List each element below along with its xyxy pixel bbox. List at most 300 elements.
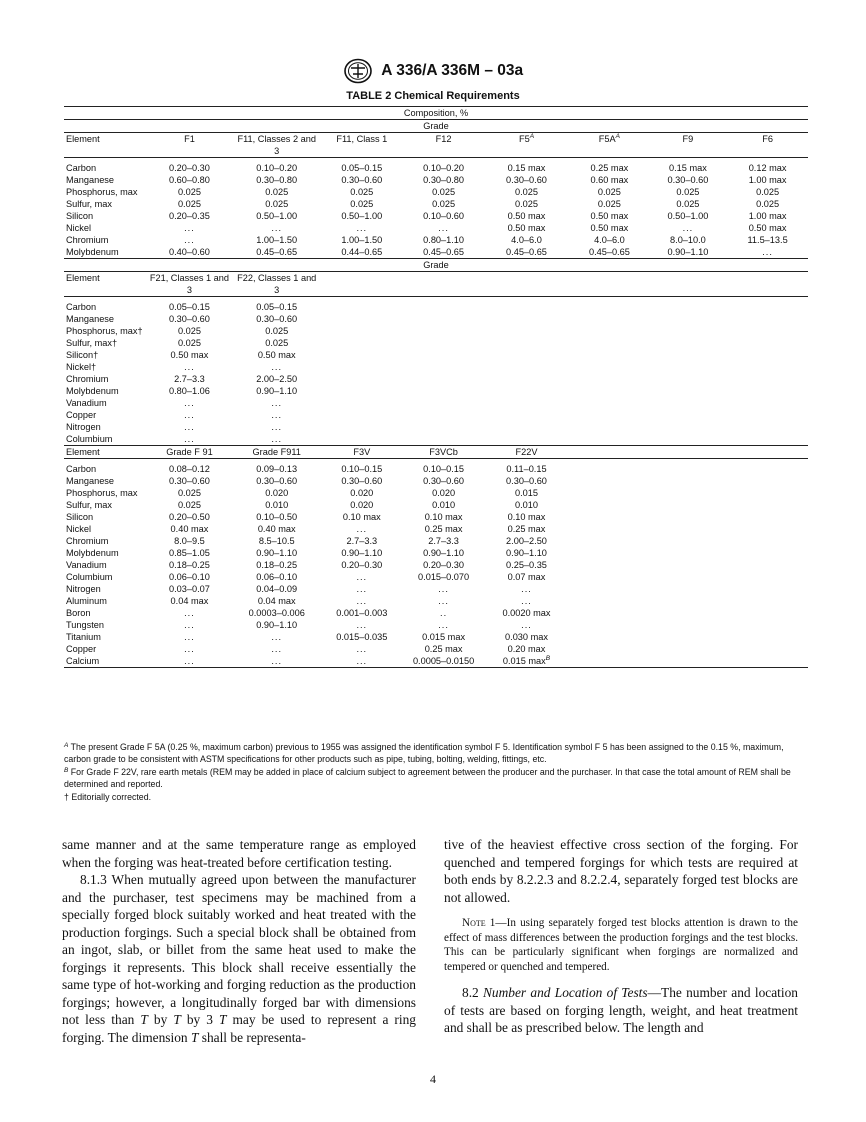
value-cell: 0.45–0.65 xyxy=(483,246,570,259)
value-cell: 0.40 max xyxy=(257,524,296,534)
value-cell: 0.50–1.00 xyxy=(256,211,298,221)
empty-cell xyxy=(570,272,649,297)
value-cell: 0.05–0.15 xyxy=(256,302,298,312)
empty-cell xyxy=(319,313,404,325)
empty-cell xyxy=(727,487,808,499)
value-cell: ... xyxy=(184,644,195,654)
value-cell: 0.60–0.80 xyxy=(169,175,210,185)
value-cell: ... xyxy=(356,572,368,582)
element-name: Sulfur, max† xyxy=(66,338,118,348)
empty-cell xyxy=(649,373,728,385)
table-row xyxy=(64,446,808,459)
value-cell: 0.10–0.15 xyxy=(341,464,383,474)
element-name: Molybdenum xyxy=(64,246,145,259)
table-row xyxy=(64,523,808,535)
empty-cell xyxy=(727,272,808,297)
value-cell: 0.90–1.10 xyxy=(506,548,547,558)
empty-cell xyxy=(570,571,649,583)
value-cell: 0.80–1.10 xyxy=(423,235,465,245)
empty-cell xyxy=(483,272,570,297)
empty-cell xyxy=(404,325,483,337)
value-cell: 11.5–13.5 xyxy=(747,235,788,245)
grade-column-header: F11, Classes 2 and 3 xyxy=(234,133,319,158)
empty-cell xyxy=(404,272,483,297)
value-cell: 0.025 xyxy=(432,199,456,209)
empty-cell xyxy=(727,559,808,571)
table-row xyxy=(64,547,808,559)
value-cell: ... xyxy=(234,433,319,446)
value-cell: 0.025 xyxy=(265,187,289,197)
value-cell: 0.015 xyxy=(514,488,538,498)
value-cell: 0.25 max xyxy=(424,524,463,534)
value-cell: 0.18–0.25 xyxy=(256,560,298,570)
empty-cell xyxy=(570,559,649,571)
value-cell: ... xyxy=(271,422,283,432)
element-name: Nickel xyxy=(66,524,92,534)
value-cell: 0.50 max xyxy=(748,223,787,233)
value-cell: 0.025 xyxy=(514,199,538,209)
footnote-dagger: † Editorially corrected. xyxy=(64,792,152,802)
value-cell: 0.10 max xyxy=(424,512,463,522)
value-cell: 0.20–0.35 xyxy=(169,211,210,221)
table-row xyxy=(64,198,808,210)
value-cell: 0.30–0.60 xyxy=(667,175,709,185)
empty-cell xyxy=(404,385,483,397)
empty-cell xyxy=(404,409,483,421)
value-cell: ... xyxy=(521,596,532,606)
value-cell: 0.025 xyxy=(177,488,201,498)
element-name: Phosphorus, max xyxy=(66,187,138,197)
empty-cell xyxy=(649,547,728,559)
empty-cell xyxy=(727,499,808,511)
value-cell: 0.010 xyxy=(514,500,538,510)
value-cell: 0.30–0.60 xyxy=(341,175,383,185)
element-header: Element xyxy=(64,446,145,459)
empty-cell xyxy=(570,547,649,559)
footnote-ref: B xyxy=(545,655,551,662)
value-cell: 0.025 xyxy=(177,500,201,510)
value-cell: 0.18–0.25 xyxy=(169,560,210,570)
empty-cell xyxy=(727,595,808,607)
empty-cell xyxy=(570,523,649,535)
table-row xyxy=(64,475,808,487)
empty-cell xyxy=(727,409,808,421)
value-cell: 0.50 max xyxy=(507,223,546,233)
table-row xyxy=(64,571,808,583)
empty-cell xyxy=(570,595,649,607)
value-cell: 0.40–0.60 xyxy=(145,246,234,259)
grade-header: Grade xyxy=(64,120,808,133)
value-cell: ... xyxy=(727,246,808,259)
value-cell: 0.025 xyxy=(265,326,289,336)
empty-cell xyxy=(649,535,728,547)
value-cell: ... xyxy=(438,596,449,606)
empty-cell xyxy=(649,583,728,595)
empty-cell xyxy=(319,409,404,421)
empty-cell xyxy=(727,433,808,446)
value-cell: 0.45–0.65 xyxy=(570,246,649,259)
table-row xyxy=(64,511,808,523)
empty-cell xyxy=(649,559,728,571)
empty-cell xyxy=(727,397,808,409)
value-cell: 0.60 max xyxy=(590,175,629,185)
empty-cell xyxy=(319,385,404,397)
value-cell: 0.30–0.80 xyxy=(423,175,465,185)
value-cell: ... xyxy=(184,235,195,245)
value-cell: 0.015–0.070 xyxy=(418,572,470,582)
value-cell: 0.15 max xyxy=(669,163,707,173)
element-name: Columbium xyxy=(66,572,113,582)
value-cell: 0.025 xyxy=(177,326,201,336)
grade-column-header: Grade F 91 xyxy=(145,446,234,459)
value-cell: 0.85–1.05 xyxy=(169,548,210,558)
table-row xyxy=(64,361,808,373)
element-name: Chromium xyxy=(66,235,109,245)
value-cell: 0.05–0.15 xyxy=(169,302,210,312)
grade-column-header: $F5A^A$ xyxy=(570,133,649,158)
empty-cell xyxy=(727,535,808,547)
value-cell: ... xyxy=(521,584,532,594)
value-cell: ... xyxy=(438,223,449,233)
table-row xyxy=(64,222,808,234)
table-row xyxy=(64,583,808,595)
value-cell: 0.10–0.20 xyxy=(423,163,465,173)
value-cell: 0.15 max xyxy=(507,163,546,173)
empty-cell xyxy=(570,325,649,337)
empty-cell xyxy=(649,337,728,349)
empty-cell xyxy=(483,325,570,337)
value-cell: 0.025 xyxy=(177,338,201,348)
value-cell: 0.50–1.00 xyxy=(341,211,383,221)
element-name: Carbon xyxy=(66,302,97,312)
footnote-b: $^B$ For Grade F 22V, rare earth metals (REM may be added in place of calcium subject to agreement between the producer and the purchaser. In that case the total amount of REM shall be determined and reported. xyxy=(64,767,791,789)
value-cell: 0.20–0.30 xyxy=(423,560,465,570)
empty-cell xyxy=(570,583,649,595)
table-row xyxy=(64,463,808,475)
value-cell: 0.50 max xyxy=(507,211,546,221)
value-cell: 0.25 max xyxy=(424,644,463,654)
value-cell: 0.025 xyxy=(265,199,289,209)
value-cell: 0.30–0.60 xyxy=(169,476,210,486)
element-name: Tungsten xyxy=(66,620,104,630)
value-cell: 0.90–1.10 xyxy=(256,386,298,396)
value-cell: 0.04 max xyxy=(257,596,296,606)
element-name: Nitrogen xyxy=(66,584,101,594)
value-cell: 0.04 max xyxy=(170,596,209,606)
value-cell: 0.025 xyxy=(676,187,700,197)
value-cell: 0.015–0.035 xyxy=(336,632,388,642)
value-cell: 0.025 xyxy=(514,187,538,197)
value-cell: ... xyxy=(184,362,195,372)
empty-cell xyxy=(649,433,728,446)
element-name: Columbium xyxy=(64,433,145,446)
table-row xyxy=(64,595,808,607)
element-name: Calcium xyxy=(64,655,145,668)
value-cell: 0.03–0.07 xyxy=(169,584,210,594)
empty-cell xyxy=(649,511,728,523)
empty-cell xyxy=(570,487,649,499)
element-name: Vanadium xyxy=(66,560,107,570)
value-cell: 0.015 max xyxy=(422,632,466,642)
element-name: Nickel xyxy=(66,223,92,233)
paragraph: tive of the heaviest effective cross section of the forging. For quenched and tempered forgings for which tests are required at both ends by 8.2.2.3 and 8.2.2.4, separately forged test blocks are not allowed. xyxy=(444,837,798,905)
table-title: TABLE 2 Chemical Requirements xyxy=(346,90,520,102)
value-cell: 0.10 max xyxy=(507,512,546,522)
empty-cell xyxy=(649,475,728,487)
value-cell: 0.010 xyxy=(265,500,289,510)
value-cell: 0.030 max xyxy=(505,632,548,642)
empty-cell xyxy=(483,313,570,325)
value-cell: ... xyxy=(438,584,449,594)
value-cell: ... xyxy=(234,655,319,668)
value-cell: 0.44–0.65 xyxy=(319,246,404,259)
astm-logo-icon xyxy=(343,58,373,84)
value-cell: 0.0003–0.006 xyxy=(248,608,305,618)
empty-cell xyxy=(570,385,649,397)
empty-cell xyxy=(404,361,483,373)
empty-cell xyxy=(319,373,404,385)
empty-cell xyxy=(649,409,728,421)
value-cell: ... xyxy=(271,362,283,372)
value-cell: 0.10 max xyxy=(342,512,381,522)
empty-cell xyxy=(319,301,404,313)
empty-cell xyxy=(404,433,483,446)
empty-cell xyxy=(483,397,570,409)
page-header xyxy=(0,58,866,84)
table-row xyxy=(64,373,808,385)
footnote-ref: A xyxy=(529,133,535,140)
value-cell: 0.04–0.09 xyxy=(256,584,298,594)
table-row xyxy=(64,409,808,421)
grade-column-header: F21, Classes 1 and 3 xyxy=(145,272,234,297)
value-cell: 1.00 max xyxy=(748,175,787,185)
element-header: Element xyxy=(64,272,145,297)
table-row xyxy=(64,487,808,499)
value-cell: 2.00–2.50 xyxy=(256,374,298,384)
empty-cell xyxy=(649,421,728,433)
empty-cell xyxy=(727,619,808,631)
element-name: Chromium xyxy=(66,374,109,384)
empty-cell xyxy=(404,301,483,313)
empty-cell xyxy=(727,547,808,559)
empty-cell xyxy=(319,337,404,349)
element-name: Aluminum xyxy=(66,596,107,606)
value-cell: 0.05–0.15 xyxy=(341,163,383,173)
footnote-ref: A xyxy=(615,133,620,140)
empty-cell xyxy=(727,385,808,397)
value-cell: 0.06–0.10 xyxy=(169,572,210,582)
empty-cell xyxy=(727,325,808,337)
table-row xyxy=(64,421,808,433)
empty-cell xyxy=(570,475,649,487)
table-row xyxy=(64,607,808,619)
table-row xyxy=(64,499,808,511)
value-cell: 0.11–0.15 xyxy=(506,464,547,474)
value-cell: 0.90–1.10 xyxy=(649,246,728,259)
table-row xyxy=(64,631,808,643)
empty-cell xyxy=(649,655,728,668)
grade-column-header: F3V xyxy=(319,446,404,459)
value-cell: ... xyxy=(521,620,532,630)
empty-cell xyxy=(570,607,649,619)
grade-column-header: F3VCb xyxy=(404,446,483,459)
left-column xyxy=(62,836,416,1046)
value-cell: 0.30–0.60 xyxy=(341,476,383,486)
element-name: Sulfur, max xyxy=(66,500,112,510)
element-name: Manganese xyxy=(66,314,115,324)
value-cell: 0.025 xyxy=(756,199,780,209)
empty-cell xyxy=(649,595,728,607)
value-cell: 0.10–0.20 xyxy=(256,163,298,173)
empty-cell xyxy=(319,433,404,446)
empty-cell xyxy=(570,349,649,361)
grade-column-header: F1 xyxy=(145,133,234,158)
grade-column-header: F22V xyxy=(483,446,570,459)
empty-cell xyxy=(319,361,404,373)
value-cell: 0.50 max xyxy=(590,211,629,221)
empty-cell xyxy=(649,397,728,409)
value-cell: ... xyxy=(184,608,195,618)
value-cell: 2.7–3.3 xyxy=(346,536,378,546)
value-cell: 0.001–0.003 xyxy=(336,608,388,618)
value-cell: 0.30–0.60 xyxy=(256,476,298,486)
empty-cell xyxy=(649,523,728,535)
value-cell: 0.90–1.10 xyxy=(256,620,298,630)
empty-cell xyxy=(570,463,649,475)
empty-cell xyxy=(727,643,808,655)
value-cell: ... xyxy=(271,632,283,642)
table-row xyxy=(64,433,808,446)
value-cell: 0.20 max xyxy=(507,644,546,654)
table-row xyxy=(64,234,808,246)
table-row xyxy=(64,133,808,158)
empty-cell xyxy=(727,475,808,487)
empty-cell xyxy=(570,409,649,421)
empty-cell xyxy=(649,361,728,373)
value-cell: ... xyxy=(438,620,449,630)
empty-cell xyxy=(727,337,808,349)
empty-cell xyxy=(319,421,404,433)
value-cell: 1.00–1.50 xyxy=(256,235,298,245)
element-name: Carbon xyxy=(66,163,97,173)
empty-cell xyxy=(483,361,570,373)
empty-cell xyxy=(570,446,649,459)
empty-cell xyxy=(727,571,808,583)
empty-cell xyxy=(483,409,570,421)
value-cell: ... xyxy=(319,655,404,668)
empty-cell xyxy=(570,535,649,547)
empty-cell xyxy=(404,373,483,385)
table-row xyxy=(64,107,808,120)
element-name: Silicon† xyxy=(66,350,99,360)
table-row xyxy=(64,272,808,297)
element-name: Chromium xyxy=(66,536,109,546)
value-cell: ... xyxy=(356,644,368,654)
grade-column-header: Grade F911 xyxy=(234,446,319,459)
value-cell: 4.0–6.0 xyxy=(511,235,542,245)
table-row xyxy=(64,301,808,313)
value-cell: .. xyxy=(440,608,448,618)
empty-cell xyxy=(727,361,808,373)
empty-cell xyxy=(649,619,728,631)
paragraph-8-1-3: 8.1.3 When mutually agreed upon between the manufacturer and the purchaser, test specimens may be machined from a specially forged block suitably worked and heat treated with the production forgings. Such a special block shall be obtained from an ingot, slab, or billet from the same heat used to make the forgings it represents. This block shall receive essentially the same type of hot-working and forging reduction as the production forgings; however, a longitudinally forged bar with dimensions not less than T by T by 3 T may be used to represent a ring forging. The dimension T shall be representa- xyxy=(62,872,416,1045)
value-cell: 0.020 xyxy=(350,500,374,510)
empty-cell xyxy=(319,349,404,361)
value-cell: 0.50 max xyxy=(257,350,296,360)
paragraph-8-2: 8.2 Number and Location of Tests—The number and location of tests are based on forging length, weight, and heat treatment and shall be as prescribed below. The length and xyxy=(444,985,798,1036)
table-row xyxy=(64,162,808,174)
value-cell: 0.25 max xyxy=(507,524,546,534)
empty-cell xyxy=(727,583,808,595)
value-cell: 0.50 max xyxy=(590,223,629,233)
empty-cell xyxy=(727,511,808,523)
value-cell: 0.025 xyxy=(597,199,621,209)
value-cell: 0.25 max xyxy=(590,163,629,173)
table-row xyxy=(64,655,808,668)
value-cell: ... xyxy=(184,620,195,630)
document-designation: A 336/A 336M – 03a xyxy=(381,62,524,79)
value-cell: 0.30–0.60 xyxy=(506,476,547,486)
value-cell: 0.80–1.06 xyxy=(169,386,210,396)
empty-cell xyxy=(649,349,728,361)
table-row xyxy=(64,313,808,325)
empty-cell xyxy=(649,446,728,459)
value-cell: 0.30–0.60 xyxy=(506,175,547,185)
empty-cell xyxy=(649,325,728,337)
empty-cell xyxy=(727,446,808,459)
empty-cell xyxy=(649,463,728,475)
value-cell: 0.50–1.00 xyxy=(667,211,709,221)
empty-cell xyxy=(570,499,649,511)
value-cell: 0.90–1.10 xyxy=(256,548,298,558)
empty-cell xyxy=(727,631,808,643)
value-cell: 2.7–3.3 xyxy=(174,374,205,384)
value-cell: 0.90–1.10 xyxy=(423,548,465,558)
grade-column-header: F6 xyxy=(727,133,808,158)
value-cell: 8.5–10.5 xyxy=(258,536,295,546)
empty-cell xyxy=(570,619,649,631)
value-cell: 0.0005–0.0150 xyxy=(404,655,483,668)
empty-cell xyxy=(570,301,649,313)
value-cell: 0.25–0.35 xyxy=(506,560,547,570)
value-cell: 0.45–0.65 xyxy=(404,246,483,259)
value-cell: 0.025 xyxy=(177,199,201,209)
value-cell: 0.0020 max xyxy=(502,608,551,618)
table-row xyxy=(64,559,808,571)
value-cell: 8.0–10.0 xyxy=(670,235,706,245)
empty-cell xyxy=(483,337,570,349)
right-column xyxy=(444,836,798,1037)
value-cell: 0.09–0.13 xyxy=(256,464,298,474)
value-cell: ... xyxy=(356,596,368,606)
value-cell: 4.0–6.0 xyxy=(594,235,625,245)
value-cell: 0.10–0.50 xyxy=(256,512,298,522)
value-cell: 0.90–1.10 xyxy=(341,548,383,558)
empty-cell xyxy=(727,301,808,313)
value-cell: 0.20–0.30 xyxy=(341,560,383,570)
value-cell: ... xyxy=(271,398,283,408)
empty-cell xyxy=(727,607,808,619)
element-name: Molybdenum xyxy=(66,386,119,396)
empty-cell xyxy=(483,373,570,385)
element-header: Element xyxy=(64,133,145,158)
value-cell: 0.025 xyxy=(676,199,700,209)
empty-cell xyxy=(570,433,649,446)
empty-cell xyxy=(727,523,808,535)
empty-cell xyxy=(649,607,728,619)
value-cell: ... xyxy=(271,223,283,233)
empty-cell xyxy=(404,397,483,409)
